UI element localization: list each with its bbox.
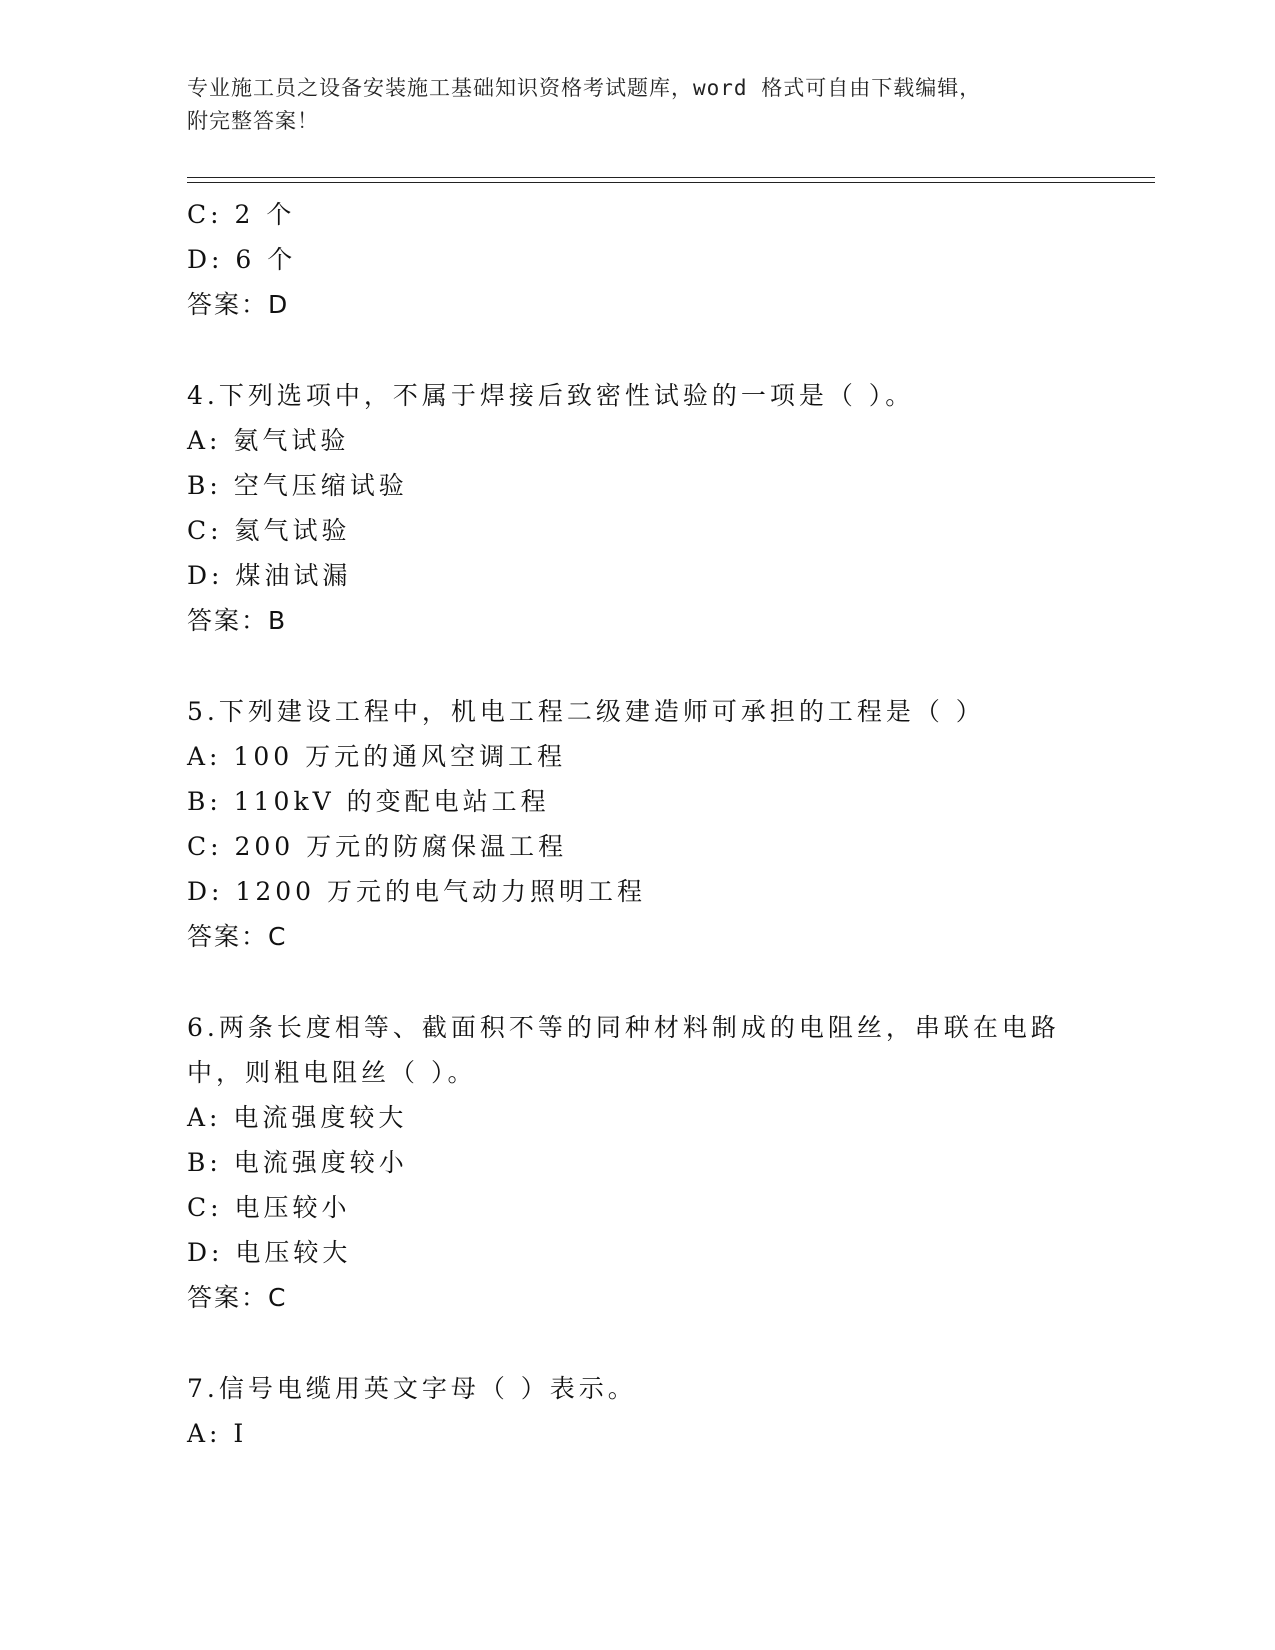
spacer <box>187 644 1107 689</box>
answer-text: 答案：C <box>187 1283 288 1312</box>
question-text: 5.下列建设工程中，机电工程二级建造师可承担的工程是（ ） <box>187 697 985 726</box>
answer-text: 答案：B <box>187 606 288 635</box>
option-text: C: 电压较小 <box>187 1193 351 1222</box>
question-text: 4.下列选项中，不属于焊接后致密性试验的一项是（ ）。 <box>187 381 915 410</box>
question-text: 6.两条长度相等、截面积不等的同种材料制成的电阻丝，串联在电路 <box>187 1013 1060 1042</box>
option-text: C: 2 个 <box>187 200 296 229</box>
option-text: C: 200 万元的防腐保温工程 <box>187 832 568 861</box>
option-text: B: 110kV 的变配电站工程 <box>187 787 550 816</box>
option-text: A: 100 万元的通风空调工程 <box>187 742 567 771</box>
question-list <box>187 192 1107 1456</box>
document-header <box>187 72 1087 138</box>
spacer <box>187 1321 1107 1366</box>
answer-text: 答案：D <box>187 290 290 319</box>
answer-text: 答案：C <box>187 922 288 951</box>
question-text-continued: 中，则粗电阻丝（ ）。 <box>187 1058 477 1087</box>
header-rule-bottom <box>187 182 1155 183</box>
header-line-1: 专业施工员之设备安装施工基础知识资格考试题库，word 格式可自由下载编辑， <box>187 76 982 100</box>
option-text: D: 煤油试漏 <box>187 561 352 590</box>
spacer <box>187 328 1107 373</box>
option-text: B: 电流强度较小 <box>187 1148 408 1177</box>
header-rule-top <box>187 177 1155 178</box>
option-text: A: 电流强度较大 <box>187 1103 408 1132</box>
option-text: B: 空气压缩试验 <box>187 471 408 500</box>
option-text: D: 电压较大 <box>187 1238 352 1267</box>
option-text: A: 氨气试验 <box>187 426 350 455</box>
option-text: D: 6 个 <box>187 245 297 274</box>
question-text: 7.信号电缆用英文字母（ ）表示。 <box>187 1374 637 1403</box>
option-text: A: I <box>187 1419 248 1448</box>
option-text: D: 1200 万元的电气动力照明工程 <box>187 877 646 906</box>
spacer <box>187 960 1107 1005</box>
header-line-2: 附完整答案！ <box>187 109 319 133</box>
option-text: C: 氦气试验 <box>187 516 351 545</box>
